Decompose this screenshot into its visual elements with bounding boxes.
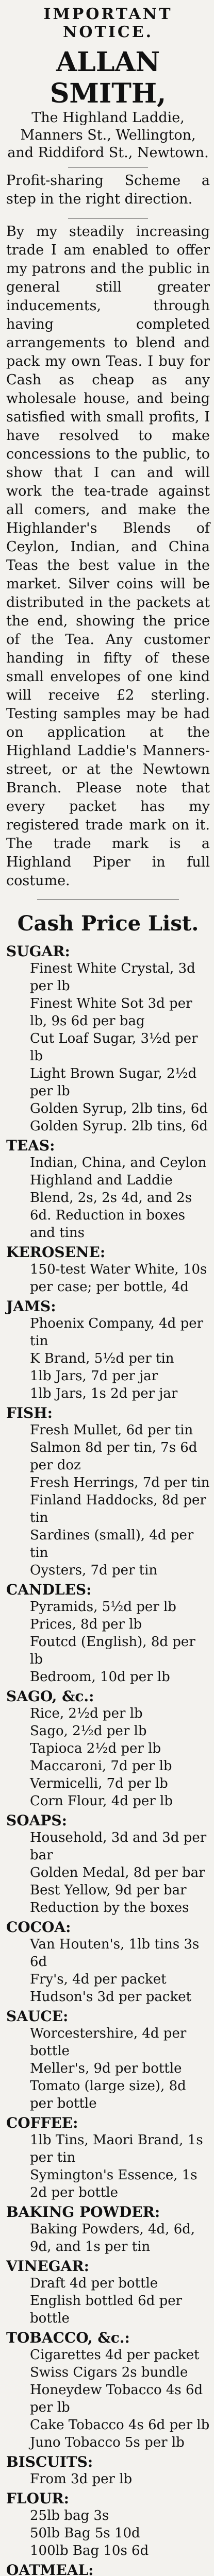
price-item: Meller's, 9d per bottle	[30, 2061, 182, 2076]
price-item: Golden Syrup. 2lb tins, 6d	[30, 1118, 208, 1134]
price-item: Symington's Essence, 1s 2d per bottle	[30, 2167, 197, 2200]
section-title: JAMS:	[6, 1298, 56, 1315]
merchant-name: ALLAN SMITH,	[50, 46, 167, 109]
price-item: Reduction by the boxes	[30, 1900, 189, 1916]
price-list	[6, 943, 210, 2576]
price-item: Foutcd (English), 8d per lb	[30, 1634, 195, 1667]
price-item: Fry's, 4d per packet	[30, 1972, 167, 1987]
price-item: Cut Loaf Sugar, 3½d per lb	[30, 1031, 198, 1064]
price-item: Honeydew Tobacco 4s 6d per lb	[30, 2382, 203, 2415]
price-item: Golden Medal, 8d per bar	[30, 1865, 205, 1880]
section-title: BISCUITS:	[6, 2453, 93, 2470]
price-item: 50lb Bag 5s 10d	[30, 2526, 140, 2541]
price-item: Juno Tobacco 5s per lb	[30, 2435, 185, 2450]
section-title: BAKING POWDER:	[6, 2204, 160, 2221]
price-item: Cake Tobacco 4s 6d per lb	[30, 2417, 210, 2433]
price-item: Draft 4d per bottle	[30, 2276, 158, 2291]
price-item: Van Houten's, 1lb tins 3s 6d	[30, 1937, 200, 1970]
price-item: Vermicelli, 7d per lb	[30, 1776, 168, 1791]
price-item: Worcestershire, 4d per bottle	[30, 2026, 187, 2059]
section-title: COFFEE:	[6, 2114, 78, 2131]
price-item: 1lb Jars, 7d per jar	[30, 1368, 158, 1384]
section-title: KEROSENE:	[6, 1244, 106, 1261]
price-item: Finest White Sot 3d per lb, 9s 6d per bag	[30, 996, 192, 1029]
price-item: Highland and Laddie Blend, 2s, 2s 4d, and 2s 6d. Reduction in boxes and tins	[30, 1173, 192, 1241]
price-item: Sardines (small), 4d per tin	[30, 1528, 194, 1561]
price-item: Prices, 8d per lb	[30, 1617, 142, 1632]
price-item: Finest White Crystal, 3d per lb	[30, 961, 195, 994]
price-item: Rice, 2½d per lb	[30, 1706, 143, 1721]
price-item: Bedroom, 10d per lb	[30, 1669, 170, 1685]
section-title: FLOUR:	[6, 2490, 69, 2507]
section-title: SUGAR:	[6, 943, 70, 960]
section-title: SOAPS:	[6, 1812, 67, 1829]
price-item: Best Yellow, 9d per bar	[30, 1883, 187, 1898]
price-item: Golden Syrup, 2lb tins, 6d	[30, 1101, 208, 1116]
price-item: Pyramids, 5½d per lb	[30, 1599, 176, 1615]
notice-heading: IMPORTANT NOTICE.	[43, 5, 173, 41]
section-title: SAUCE:	[6, 2008, 69, 2025]
price-item: Tomato (large size), 8d per bottle	[30, 2078, 186, 2111]
section-title: SAGO, &c.:	[6, 1688, 94, 1705]
price-item: Fresh Herrings, 7d per tin	[30, 1475, 210, 1490]
price-item: Phoenix Company, 4d per tin	[30, 1316, 204, 1349]
price-item: 150-test Water White, 10s per case; per bottle, 4d	[30, 1262, 207, 1295]
advertisement-column	[6, 0, 210, 2576]
price-item: From 3d per lb	[30, 2471, 133, 2487]
price-item: Indian, China, and Ceylon	[30, 1155, 207, 1171]
notice-body: By my steadily increasing trade I am enabled to offer my patrons and the public in general still greater inducements, through having completed arrangements to blend and pack my own Teas. I buy for Cash as cheap as any wholesale house, and being satisfied with small profits, I have resolved to make concessions to the public, to show that I can and will work the tea-trade against all comers, and make the Highlander's Blends of Ceylon, Indian, and China Teas the best value in the market. Silver coins will be distributed in the packets at the end, showing the price of the Tea. Any customer handing in fifty of these small envelopes of one kind will receive £2 sterling. Testing samples may be had on application at the Highland Laddie's Manners-street, or at the Newtown Branch. Please note that every packet has my registered trade mark on it. The trade mark is a Highland Piper in full costume.	[6, 224, 210, 889]
price-item: Oysters, 7d per tin	[30, 1563, 158, 1578]
price-item: Finland Haddocks, 8d per tin	[30, 1493, 206, 1526]
tagline: Profit-sharing Scheme a step in the right direction.	[6, 173, 210, 207]
price-item: Corn Flour, 4d per lb	[30, 1793, 173, 1809]
section-title: OATMEAL:	[6, 2562, 94, 2576]
section-title: COCOA:	[6, 1919, 71, 1936]
price-item: Baking Powders, 4d, 6d, 9d, and 1s per tin	[30, 2222, 195, 2255]
price-item: Salmon 8d per tin, 7s 6d per doz	[30, 1440, 197, 1473]
price-item: K Brand, 5½d per tin	[30, 1351, 174, 1366]
section-title: FISH:	[6, 1404, 53, 1421]
price-item: English bottled 6d per bottle	[30, 2293, 183, 2326]
price-item: Sago, 2½d per lb	[30, 1723, 147, 1739]
merchant-address: The Highland Laddie, Manners St., Wellington, and Riddiford St., Newtown.	[7, 110, 209, 161]
price-item: 1lb Jars, 1s 2d per jar	[30, 1386, 178, 1401]
price-item: Household, 3d and 3d per bar	[30, 1830, 207, 1863]
price-item: 1lb Tins, Maori Brand, 1s per tin	[30, 2132, 203, 2165]
section-title: TOBACCO, &c.:	[6, 2329, 130, 2346]
price-list-title: Cash Price List.	[17, 911, 199, 936]
section-title: TEAS:	[6, 1137, 55, 1154]
price-item: Cigarettes 4d per packet	[30, 2347, 200, 2363]
price-item: Hudson's 3d per packet	[30, 1989, 192, 2005]
price-item: Tapioca 2½d per lb	[30, 1741, 161, 1756]
price-item: 100lb Bag 10s 6d	[30, 2543, 149, 2558]
section-title: VINEGAR:	[6, 2258, 89, 2275]
price-item: Maccaroni, 7d per lb	[30, 1758, 172, 1774]
price-item: Fresh Mullet, 6d per tin	[30, 1422, 193, 1438]
price-item: 25lb bag 3s	[30, 2508, 109, 2523]
price-item: Light Brown Sugar, 2½d per lb	[30, 1066, 197, 1099]
price-item: Swiss Cigars 2s bundle	[30, 2365, 188, 2380]
section-title: CANDLES:	[6, 1581, 92, 1598]
